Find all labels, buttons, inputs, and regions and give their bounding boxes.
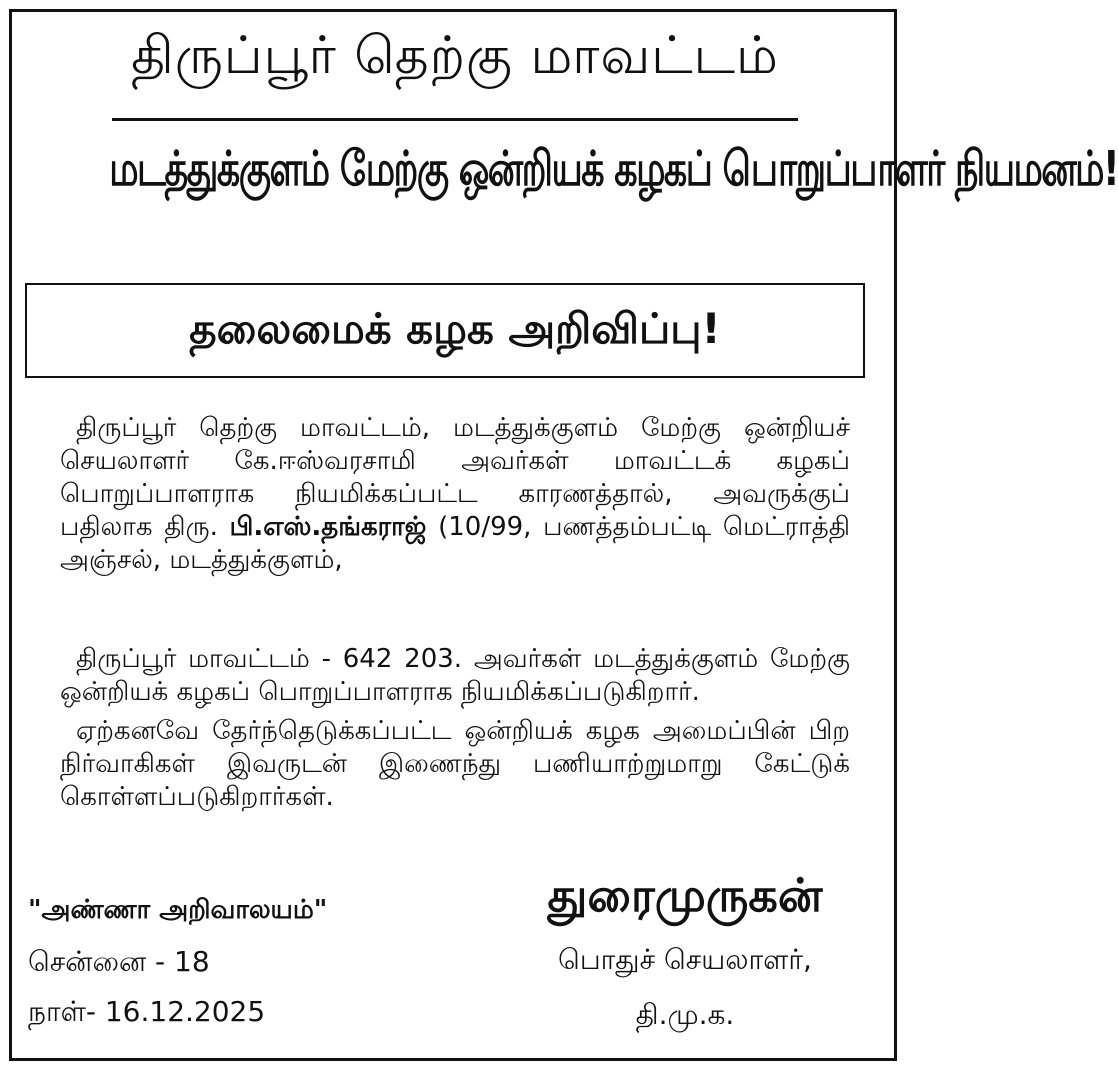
office-city: சென்னை - 18 [28,945,210,978]
signatory-title: பொதுச் செயலாளர், [558,943,812,976]
paragraph-1 [60,412,850,577]
paragraph-1-text-a: திருப்பூர் தெற்கு மாவட்டம், மடத்துக்குளம் மேற்கு ஒன்றியச் செயலாளர் கே.ஈஸ்வரசாமி அவர்கள் மாவட்டக் கழகப் பொறுப்பாளராக நியமிக்கப்பட்ட காரணத்தால், அவருக்குப் பதிலாக திரு. [60,413,850,542]
district-heading: திருப்பூர் தெற்கு மாவட்டம் [131,26,779,86]
paragraph-2: திருப்பூர் மாவட்டம் - 642 203. அவர்கள் மடத்துக்குளம் மேற்கு ஒன்றியக் கழகப் பொறுப்பாளராக நியமிக்கப்படுகிறார். [60,644,850,707]
paragraph-1-text-b: (10/99, பணத்தம்பட்டி மெட்ராத்தி அஞ்சல், மடத்துக்குளம், [60,512,850,575]
appointee-name: பி.எஸ்.தங்கராஜ் [229,512,427,542]
office-place: "அண்ணா அறிவாலயம்" [28,895,328,925]
heading-divider [112,118,798,121]
notice-title: தலைமைக் கழக அறிவிப்பு! [189,304,721,353]
party-name: தி.மு.க. [635,998,735,1031]
notice-date: நாள்- 16.12.2025 [28,995,266,1028]
paragraph-3: ஏற்கனவே தேர்ந்தெடுக்கப்பட்ட ஒன்றியக் கழக அமைப்பின் பிற நிர்வாகிகள் இவருடன் இணைந்து பணியாற்றுமாறு கேட்டுக் கொள்ளப்படுகிறார்கள். [60,716,850,812]
signatory-name: துரைமுருகன் [547,868,823,922]
appointment-headline: மடத்துக்குளம் மேற்கு ஒன்றியக் கழகப் பொறுப்பாளர் நியமனம்! [109,141,1118,197]
